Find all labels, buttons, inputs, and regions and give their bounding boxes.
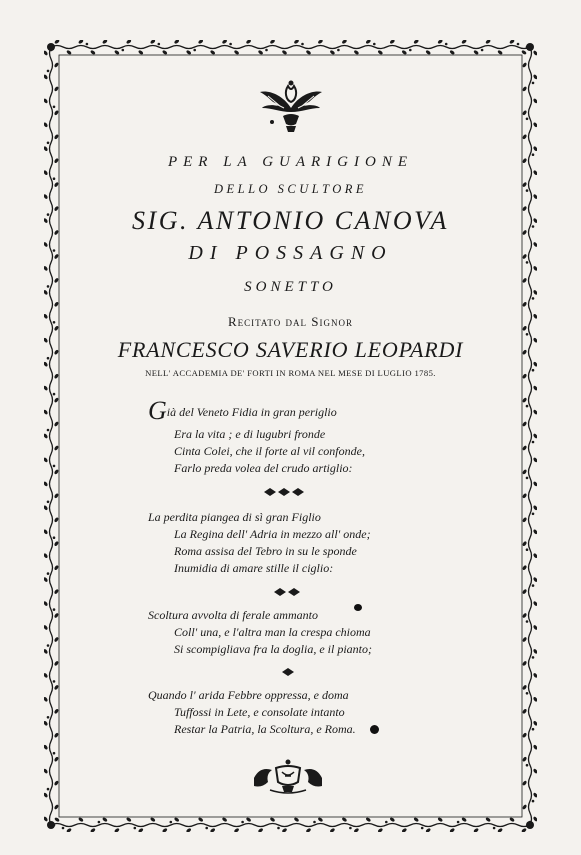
stanza3-line3: Si scompigliava fra la doglia, e il pianto; (174, 642, 372, 656)
divider-ornament (262, 486, 308, 498)
stanza2-line3: Roma assisa del Tebro in su le sponde (174, 544, 357, 558)
title-form: SONETTO (244, 279, 337, 295)
stanza1-line2: Era la vita ; e di lugubri fronde (174, 427, 326, 441)
stanza2-line1: La perdita piangea di sì gran Figlio (148, 510, 321, 524)
ink-blot (370, 725, 379, 734)
reciter-name: FRANCESCO SAVERIO LEOPARDI (117, 337, 464, 362)
title-line-1: PER LA GUARIGIONE (167, 154, 414, 170)
drop-cap: G (148, 396, 167, 425)
stanza1-line1 (148, 398, 337, 424)
divider-ornament (272, 586, 302, 598)
stanza4-line2: Tuffossi in Lete, e consolate intanto (174, 705, 345, 719)
stanza4-line3: Restar la Patria, la Scoltura, e Roma. (174, 722, 356, 736)
title-name: SIG. ANTONIO CANOVA (132, 206, 449, 235)
stanza3-line2: Coll' una, e l'altra man la crespa chioma (174, 625, 371, 639)
stanza1-line4: Farlo preda volea del crudo artiglio: (174, 461, 353, 475)
divider-ornament (280, 666, 296, 678)
title-line-2: DELLO SCULTORE (213, 182, 368, 196)
title-place: DI POSSAGNO (188, 242, 393, 264)
stanza1-line3: Cinta Colei, che il forte al vil confonde, (174, 444, 365, 458)
ink-blot (354, 604, 362, 611)
reciter-label: Recitato dal Signor (227, 314, 353, 329)
venue-line: NELL' ACCADEMIA DE' FORTI IN ROMA NEL MESE DI LUGLIO 1785. (145, 368, 436, 378)
stanza3-line1: Scoltura avvolta di ferale ammanto (148, 608, 318, 622)
stanza4-line1: Quando l' arida Febbre oppressa, e doma (148, 688, 349, 702)
stanza2-line4: Inumidia di amare stille il ciglio: (174, 561, 334, 575)
stanza2-line2: La Regina dell' Adria in mezzo all' onde; (174, 527, 371, 541)
stanza1-line1-text: ià del Veneto Fidia in gran periglio (166, 405, 337, 419)
urn-vignette-icon (252, 758, 324, 796)
